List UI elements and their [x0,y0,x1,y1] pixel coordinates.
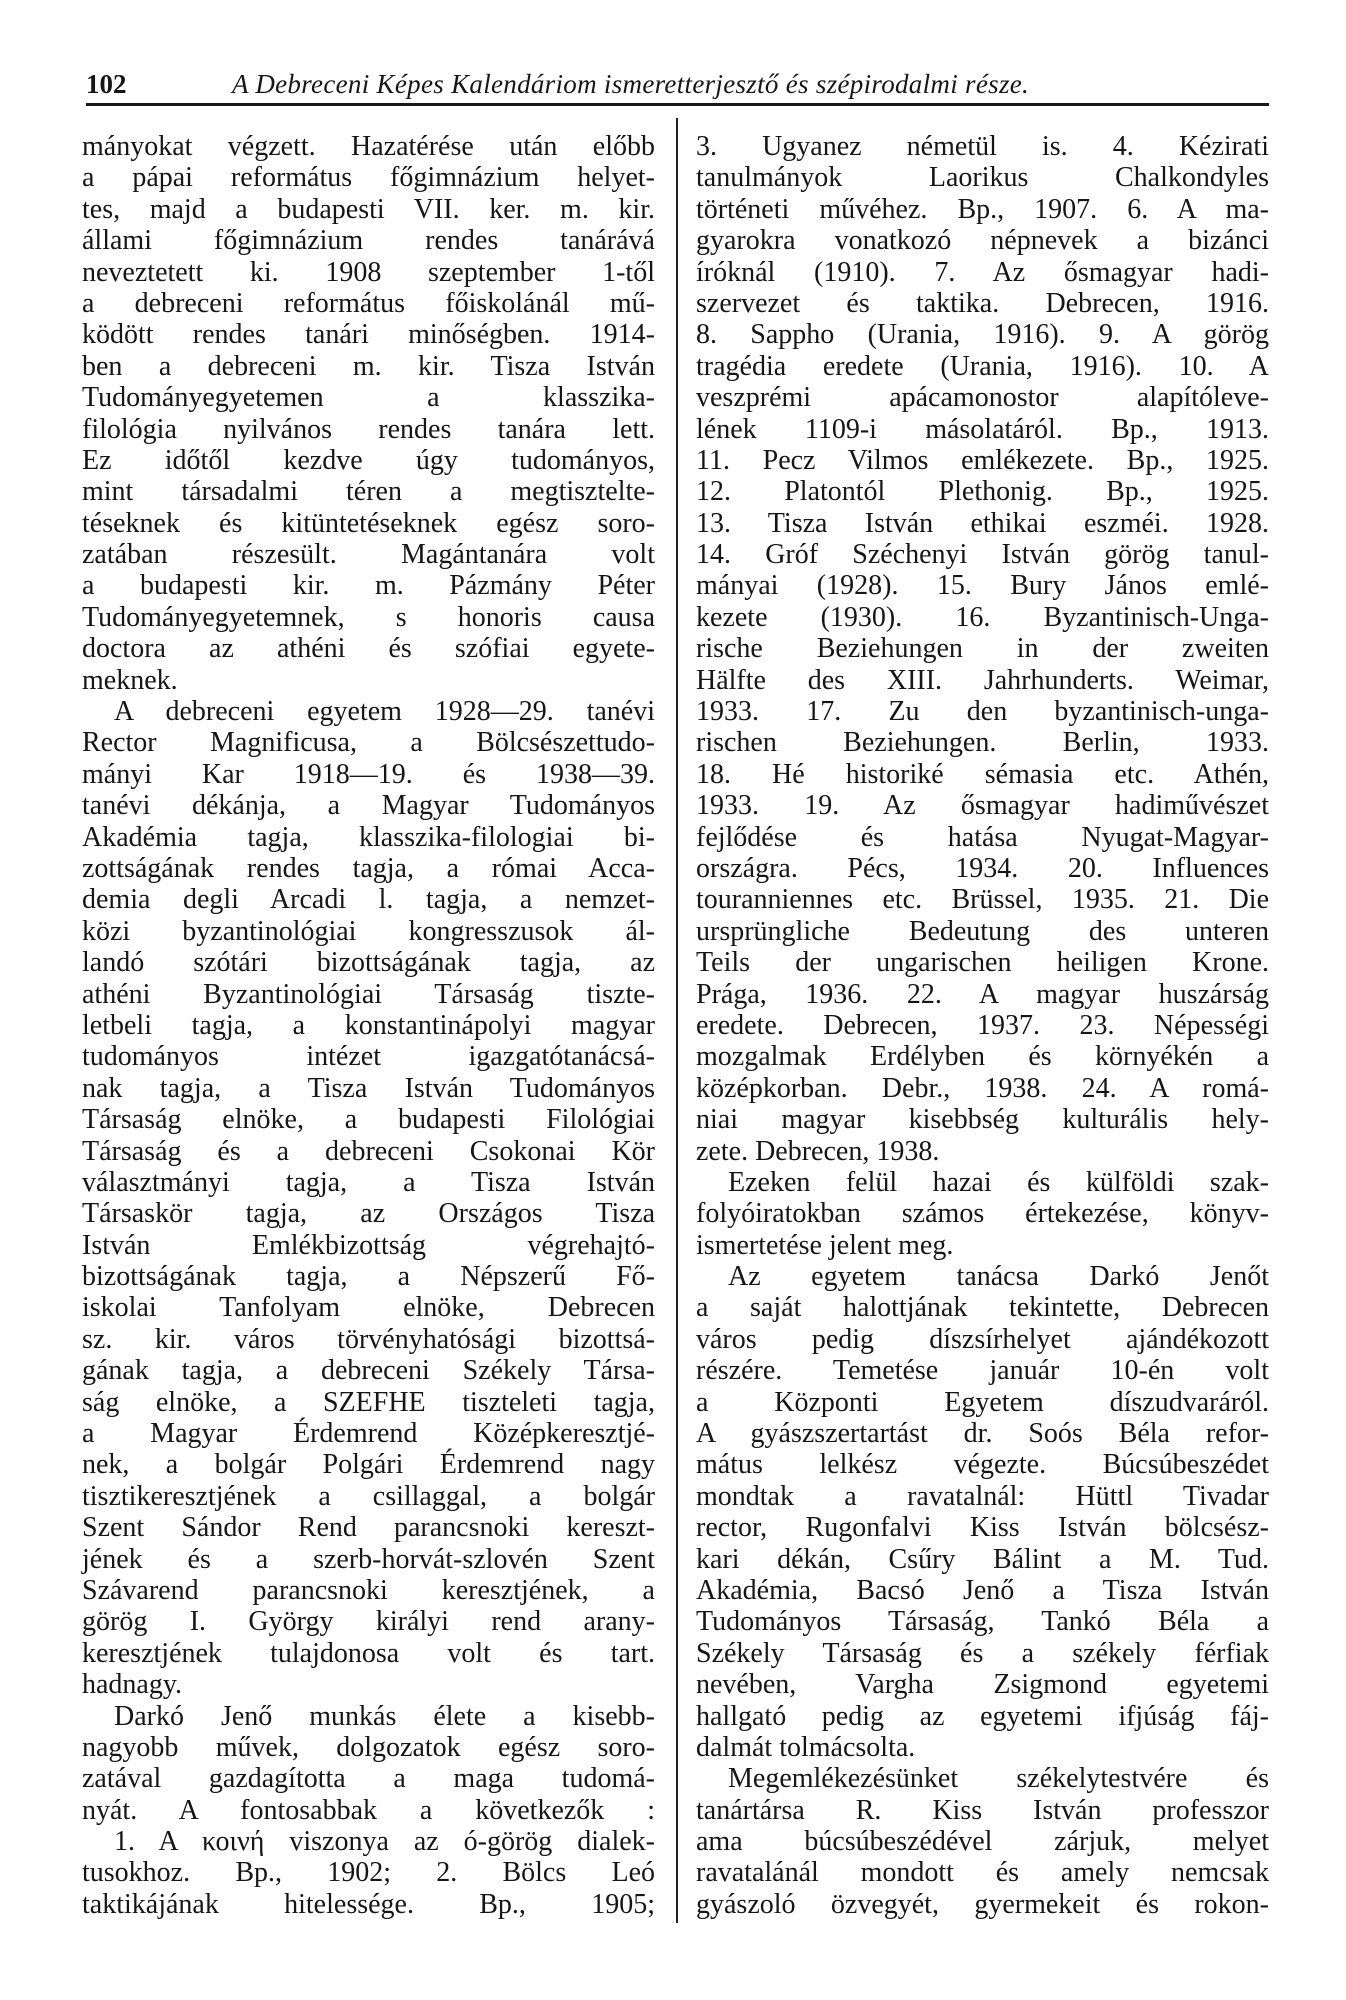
text-line: nyát. A fontosabbak a következők : [82,1794,655,1826]
text-line: görög I. György királyi rend arany- [82,1606,655,1638]
text-line: tanártársa R. Kiss István professzor [696,1794,1269,1826]
text-line: a Központi Egyetem díszudvaráról. [696,1386,1269,1418]
text-line: filológia nyilvános rendes tanára lett. [82,413,655,445]
text-line: doctora az athéni és szófiai egyete- [82,633,655,665]
text-line: demia degli Arcadi l. tagja, a nemzet- [82,884,655,916]
text-line: 18. Hé historiké sémasia etc. Athén, [696,758,1269,790]
paragraph [82,1701,655,1827]
paragraph [82,131,655,696]
text-line: zottságának rendes tagja, a római Acca- [82,852,655,884]
text-line: történeti művéhez. Bp., 1907. 6. A ma- [696,193,1269,225]
text-line: sz. kir. város törvényhatósági bizottsá- [82,1323,655,1355]
text-line: ködött rendes tanári minőségben. 1914- [82,319,655,351]
page-number: 102 [86,69,127,99]
text-line: a saját halottjának tekintette, Debrecen [696,1292,1269,1324]
text-line: mányai (1928). 15. Bury János emlé- [696,570,1269,602]
text-line: nevében, Vargha Zsigmond egyetemi [696,1669,1269,1701]
text-line: Tudományos Társaság, Tankó Béla a [696,1606,1269,1638]
text-line: tanévi dékánja, a Magyar Tudományos [82,790,655,822]
text-line: dalmát tolmácsolta. [696,1731,916,1763]
text-line: bizottságának tagja, a Népszerű Fő- [82,1261,655,1293]
text-line: rische Beziehungen in der zweiten [696,633,1269,665]
text-line: 1933. 19. Az ősmagyar hadiművészet [696,790,1269,822]
paragraph [696,1167,1269,1261]
text-line: kezete (1930). 16. Byzantinisch-Unga- [696,601,1269,633]
text-line: tes, majd a budapesti VII. ker. m. kir. [82,193,655,225]
paragraph [82,1826,655,1920]
text-line: Szent Sándor Rend parancsnoki kereszt- [82,1512,655,1544]
text-line: Akadémia, Bacsó Jenő a Tisza István [696,1574,1269,1606]
text-line: mozgalmak Erdélyben és környékén a [696,1041,1269,1073]
text-line: tragédia eredete (Urania, 1916). 10. A [696,350,1269,382]
text-line: ismertetése jelent meg. [696,1229,954,1261]
text-line: Megemlékezésünket székelytestvére és [728,1763,1269,1795]
text-line: város pedig díszsírhelyet ajándékozott [696,1323,1269,1355]
text-line: részére. Temetése január 10-én volt [696,1355,1269,1387]
text-line: Hälfte des XIII. Jahrhunderts. Weimar, [696,664,1269,696]
text-line: íróknál (1910). 7. Az ősmagyar hadi- [696,256,1269,288]
text-line: a budapesti kir. m. Pázmány Péter [82,570,655,602]
text-line: mondtak a ravatalnál: Hüttl Tivadar [696,1480,1269,1512]
text-line: Prága, 1936. 22. A magyar huszárság [696,978,1269,1010]
text-line: tusokhoz. Bp., 1902; 2. Bölcs Leó [82,1857,655,1889]
paragraph [696,131,1269,1167]
text-line: Rector Magnificusa, a Bölcsészettudo- [82,727,655,759]
text-line: zete. Debrecen, 1938. [696,1135,940,1167]
text-line: tudományos intézet igazgatótanácsá- [82,1041,655,1073]
text-line: Szávarend parancsnoki keresztjének, a [82,1574,655,1606]
paragraph [696,1763,1269,1920]
text-line: athéni Byzantinológiai Társaság tiszte- [82,978,655,1010]
text-line: hallgató pedig az egyetemi ifjúság fáj- [696,1700,1269,1732]
text-line: mint társadalmi téren a megtisztelte- [82,476,655,508]
text-line: állami főgimnázium rendes tanárává [82,225,655,257]
text-line: mányi Kar 1918—19. és 1938—39. [82,758,655,790]
text-line: fejlődése és hatása Nyugat-Magyar- [696,821,1269,853]
text-line: téseknek és kitüntetéseknek egész soro- [82,507,655,539]
text-line: szervezet és taktika. Debrecen, 1916. [696,287,1269,319]
text-line: 8. Sappho (Urania, 1916). 9. A görög [696,319,1269,351]
text-line: zatával gazdagította a maga tudomá- [82,1763,655,1795]
text-line: 1933. 17. Zu den byzantinisch-unga- [696,696,1269,728]
text-line: iskolai Tanfolyam elnöke, Debrecen [82,1292,655,1324]
text-line: a pápai református főgimnázium helyet- [82,162,655,194]
text-line: Székely Társaság és a székely férfiak [696,1637,1269,1669]
text-line: lének 1109-i másolatáról. Bp., 1913. [696,413,1269,445]
text-line: 12. Platontól Plethonig. Bp., 1925. [696,476,1269,508]
text-line: ama búcsúbeszédével zárjuk, melyet [696,1826,1269,1858]
text-line: Teils der ungarischen heiligen Krone. [696,947,1269,979]
text-line: ben a debreceni m. kir. Tisza István [82,350,655,382]
text-line: mátus lelkész végezte. Búcsúbeszédet [696,1449,1269,1481]
text-line: neveztetett ki. 1908 szeptember 1-től [82,256,655,288]
text-line: választmányi tagja, a Tisza István [82,1166,655,1198]
paragraph [696,1261,1269,1763]
text-line: folyóiratokban számos értekezése, könyv- [696,1198,1269,1230]
text-line: a debreceni református főiskolánál mű- [82,287,655,319]
text-line: tanulmányok Laorikus Chalkondyles [696,162,1269,194]
text-line: zatában részesült. Magántanára volt [82,539,655,571]
text-line: Tudományegyetemnek, s honoris causa [82,601,655,633]
text-line: rector, Rugonfalvi Kiss István bölcsész- [696,1512,1269,1544]
text-line: nek, a bolgár Polgári Érdemrend nagy [82,1449,655,1481]
text-line: niai magyar kisebbség kulturális hely- [696,1104,1269,1136]
text-line: 11. Pecz Vilmos emlékezete. Bp., 1925. [696,444,1269,476]
text-line: gának tagja, a debreceni Székely Társa- [82,1355,655,1387]
text-line: 13. Tisza István ethikai eszméi. 1928. [696,507,1269,539]
left-column [82,131,655,1920]
right-column [696,131,1269,1920]
text-line: eredete. Debrecen, 1937. 23. Népességi [696,1009,1269,1041]
text-line: ursprüngliche Bedeutung des unteren [696,915,1269,947]
text-line: 1. A κοινή viszonya az ó-görög dialek- [114,1826,655,1858]
text-line: jének és a szerb-horvát-szlovén Szent [82,1543,655,1575]
text-line: taktikájának hitelessége. Bp., 1905; [82,1888,655,1920]
text-line: Ez időtől kezdve úgy tudományos, [82,444,655,476]
text-line: A gyászszertartást dr. Soós Béla refor- [696,1418,1269,1450]
text-line: nak tagja, a Tisza István Tudományos [82,1072,655,1104]
column-divider [676,118,678,1923]
text-line: középkorban. Debr., 1938. 24. A romá- [696,1072,1269,1104]
text-line: tisztikeresztjének a csillaggal, a bolgár [82,1480,655,1512]
text-line: 3. Ugyanez németül is. 4. Kézirati [696,131,1269,162]
text-line: ravatalánál mondott és amely nemcsak [696,1857,1269,1889]
text-line: Társaság elnöke, a budapesti Filológiai [82,1104,655,1136]
text-line: országra. Pécs, 1934. 20. Influences [696,852,1269,884]
text-line: touranniennes etc. Brüssel, 1935. 21. Die [696,884,1269,916]
text-line: 14. Gróf Széchenyi István görög tanul- [696,539,1269,571]
paragraph [82,696,655,1701]
text-line: letbeli tagja, a konstantinápolyi magyar [82,1009,655,1041]
text-line: hadnagy. [82,1669,183,1701]
text-line: Darkó Jenő munkás élete a kisebb- [114,1700,655,1732]
text-line: mányokat végzett. Hazatérése után előbb [82,131,655,162]
text-line: Ezeken felül hazai és külföldi szak- [728,1166,1269,1198]
text-line: Társaskör tagja, az Országos Tisza [82,1198,655,1230]
text-line: keresztjének tulajdonosa volt és tart. [82,1637,655,1669]
text-line: a Magyar Érdemrend Középkeresztjé- [82,1418,655,1450]
header-rule [86,103,1269,106]
text-line: nagyobb művek, dolgozatok egész soro- [82,1731,655,1763]
text-line: rischen Beziehungen. Berlin, 1933. [696,727,1269,759]
text-line: ság elnöke, a SZEFHE tiszteleti tagja, [82,1386,655,1418]
text-line: meknek. [82,664,178,696]
text-line: gyászoló özvegyét, gyermekeit és rokon- [696,1888,1269,1920]
text-line: István Emlékbizottság végrehajtó- [82,1229,655,1261]
text-line: közi byzantinológiai kongresszusok ál- [82,915,655,947]
text-line: Társaság és a debreceni Csokonai Kör [82,1135,655,1167]
text-line: kari dékán, Csűry Bálint a M. Tud. [696,1543,1269,1575]
text-line: gyarokra vonatkozó népnevek a bizánci [696,225,1269,257]
text-line: Tudományegyetemen a klasszika- [82,382,655,414]
text-line: A debreceni egyetem 1928—29. tanévi [114,696,655,728]
running-title: A Debreceni Képes Kalendáriom ismeretterjesztő és szépirodalmi része. [232,69,1030,99]
text-line: Az egyetem tanácsa Darkó Jenőt [728,1261,1269,1293]
text-line: veszprémi apácamonostor alapítóleve- [696,382,1269,414]
text-line: landó szótári bizottságának tagja, az [82,947,655,979]
text-line: Akadémia tagja, klasszika-filologiai bi- [82,821,655,853]
page-header [86,66,1269,102]
